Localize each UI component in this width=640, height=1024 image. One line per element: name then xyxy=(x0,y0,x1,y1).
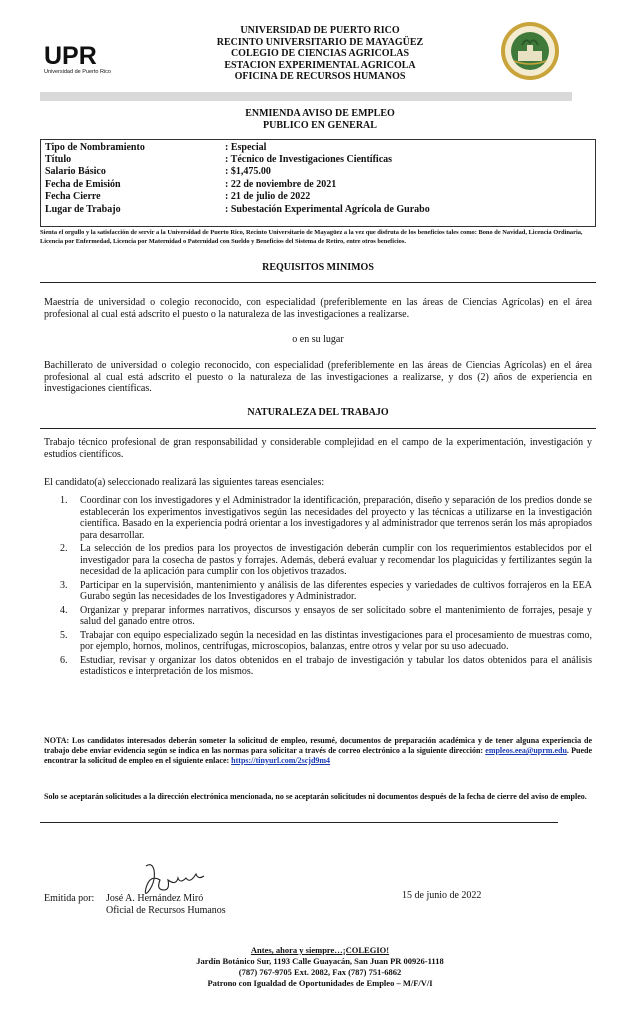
email-link[interactable]: empleos.eea@uprm.edu xyxy=(485,746,567,755)
task-item xyxy=(44,580,592,603)
info-label: Tipo de Nombramiento xyxy=(45,142,145,153)
notice-title-line: PUBLICO EN GENERAL xyxy=(263,119,377,131)
naturaleza-heading: NATURALEZA DEL TRABAJO xyxy=(247,407,389,418)
institution-line: UNIVERSIDAD DE PUERTO RICO xyxy=(240,25,400,36)
tasks-intro: El candidato(a) seleccionado realizará las siguientes tareas esenciales: xyxy=(44,477,325,488)
task-number: 3. xyxy=(60,579,68,591)
footer-address: Jardín Botánico Sur, 1193 Calle Guayacán, San Juan PR 00926-1118 xyxy=(196,956,444,966)
issue-date: 15 de junio de 2022 xyxy=(402,890,482,901)
requisito-alternativa: o en su lugar xyxy=(292,334,344,345)
task-number: 4. xyxy=(60,604,68,616)
info-value: : Especial xyxy=(225,142,267,153)
note-text: NOTA: Los candidatos interesados deberán someter la solicitud de empleo, resumé, documentos de preparación académica y de tener alguna experiencia de trabajo debe enviar evidencia según se indica en las normas para solicitar a través de correo electrónico a la siguiente dirección: xyxy=(44,736,592,755)
task-number: 6. xyxy=(60,654,68,666)
upr-logo-subtext: Universidad de Puerto Rico xyxy=(44,69,111,75)
institution-header xyxy=(150,25,490,83)
task-item xyxy=(44,630,592,653)
note-text-2: . Puede encontrar la solicitud de empleo en el siguiente enlace: xyxy=(44,746,592,765)
requisitos-heading: REQUISITOS MINIMOS xyxy=(262,262,374,273)
info-label: Salario Básico xyxy=(45,166,106,177)
info-label: Título xyxy=(45,154,72,165)
info-value: : $1,475.00 xyxy=(225,166,271,177)
task-text: La selección de los predios para los proyectos de investigación deberán cumplir con los requerimientos establecidos por el investigador para la cosecha de pastos y forrajes. Además, deberá evaluar y recomendar los plaguicidas y fertilizantes según la necesidad de la aplicación para cumplir con los objetivos trazados. xyxy=(80,543,592,577)
notice-title-line: ENMIENDA AVISO DE EMPLEO xyxy=(245,108,395,119)
task-number: 2. xyxy=(60,543,68,554)
benefits-statement: Sienta el orgullo y la satisfacción de servir a la Universidad de Puerto Rico, Recinto Universitario de Mayagüez a la vez que disfruta de los beneficios tales como: Bono de Navidad, Licencia Ordinaria, Licencia por Enfermedad, Licencia por Maternidad o Paternidad con Sueldo y Beneficios del Sistema de Retiro, entre otros beneficios. xyxy=(40,229,583,245)
info-value: : 22 de noviembre de 2021 xyxy=(225,179,337,190)
upr-logo xyxy=(44,44,124,76)
task-text: Trabajar con equipo especializado según la necesidad en las distintas investigaciones para el procesamiento de muestras como, por ejemplo, hornos, molinos, centrífugas, microscopios, balanzas, entre otros y velar por su uso adecuado. xyxy=(80,629,592,652)
info-value: : Subestación Experimental Agrícola de Gurabo xyxy=(225,204,430,215)
task-text: Coordinar con los investigadores y el Administrador la identificación, preparación, diseño y separación de los predios donde se establecerán los experimentos investigativos según las necesidades del proyecto y las técnicas a utilizarse en la investigación científica. Basado en la experiencia podrá orientar a los investigadores y al administrador que terrenos serán los más apropiados para desarrollar. xyxy=(80,495,592,541)
task-item xyxy=(44,655,592,678)
institution-line: ESTACION EXPERIMENTAL AGRICOLA xyxy=(224,59,416,71)
info-value: : 21 de julio de 2022 xyxy=(225,191,311,202)
section-divider xyxy=(40,428,596,429)
task-text: Organizar y preparar informes narrativos, discursos y ensayos de ser solicitado sobre el mantenimiento de forrajes, pesaje y salud del ganado entre otros. xyxy=(80,604,592,627)
naturaleza-description: Trabajo técnico profesional de gran responsabilidad y considerable complejidad en el campo de la experimentación, investigación y estudios científicos. xyxy=(44,437,592,460)
task-item xyxy=(44,495,592,541)
task-text: Participar en la supervisión, mantenimiento y análisis de las diferentes especies y variedades de cultivos forrajeros en la EEA Gurabo según las necesidades de los Investigadores y Administrador. xyxy=(80,579,592,602)
footer-slogan: Antes, ahora y siempre…¡COLEGIO! xyxy=(250,945,390,955)
tasks-list xyxy=(44,495,592,680)
info-label: Fecha Cierre xyxy=(45,191,101,202)
signer-title: Oficial de Recursos Humanos xyxy=(106,905,226,916)
footer-eeo: Patrono con Igualdad de Oportunidades de Empleo – M/F/V/I xyxy=(207,978,433,988)
application-form-link[interactable]: https://tinyurl.com/2scjd9m4 xyxy=(231,756,331,765)
notice-title xyxy=(150,108,490,131)
info-label: Lugar de Trabajo xyxy=(45,204,121,215)
info-value: : Técnico de Investigaciones Científicas xyxy=(225,154,393,165)
section-divider xyxy=(40,282,596,283)
eea-seal-icon xyxy=(500,21,560,81)
header-divider-bar xyxy=(40,92,572,101)
signer-name: José A. Hernández Miró xyxy=(106,893,204,904)
upr-logo-text: UPR xyxy=(44,42,97,70)
footer-phone: (787) 767-9705 Ext. 2082, Fax (787) 751-6862 xyxy=(238,967,402,977)
requisito-bachillerato: Bachillerato de universidad o colegio reconocido, con especialidad (preferiblemente en las áreas de Ciencias Agrícolas) en el área profesional al cual está adscrito el puesto o la naturaleza de las investigaciones a realizarse, y dos (2) años de experiencia en investigaciones científicas. xyxy=(44,360,592,394)
job-info-box xyxy=(40,139,596,227)
institution-line: COLEGIO DE CIENCIAS AGRICOLAS xyxy=(230,48,410,59)
task-number: 1. xyxy=(60,495,68,506)
deadline-notice: Solo se aceptarán solicitudes a la dirección electrónica mencionada, no se aceptarán solicitudes ni documentos después de la fecha de cierre del aviso de empleo. xyxy=(44,792,587,801)
task-number: 5. xyxy=(60,629,68,641)
requisito-maestria: Maestría de universidad o colegio reconocido, con especialidad (preferiblemente en las áreas de Ciencias Agrícolas) en el área profesional al cual está adscrito el puesto o la naturaleza de las investigaciones a realizarse. xyxy=(44,297,592,320)
task-text: Estudiar, revisar y organizar los datos obtenidos en el trabajo de investigación y tabular los datos obtenidos para el análisis estadísticos e interpretación de los mismos. xyxy=(80,654,592,677)
task-item xyxy=(44,605,592,628)
section-divider xyxy=(40,822,558,823)
info-label: Fecha de Emisión xyxy=(45,179,121,190)
institution-line: RECINTO UNIVERSITARIO DE MAYAGÜEZ xyxy=(216,36,424,48)
footer xyxy=(120,945,520,989)
institution-line: OFICINA DE RECURSOS HUMANOS xyxy=(234,71,406,82)
issued-by-label: Emitida por: xyxy=(44,893,95,904)
application-note xyxy=(44,736,592,766)
task-item xyxy=(44,543,592,578)
